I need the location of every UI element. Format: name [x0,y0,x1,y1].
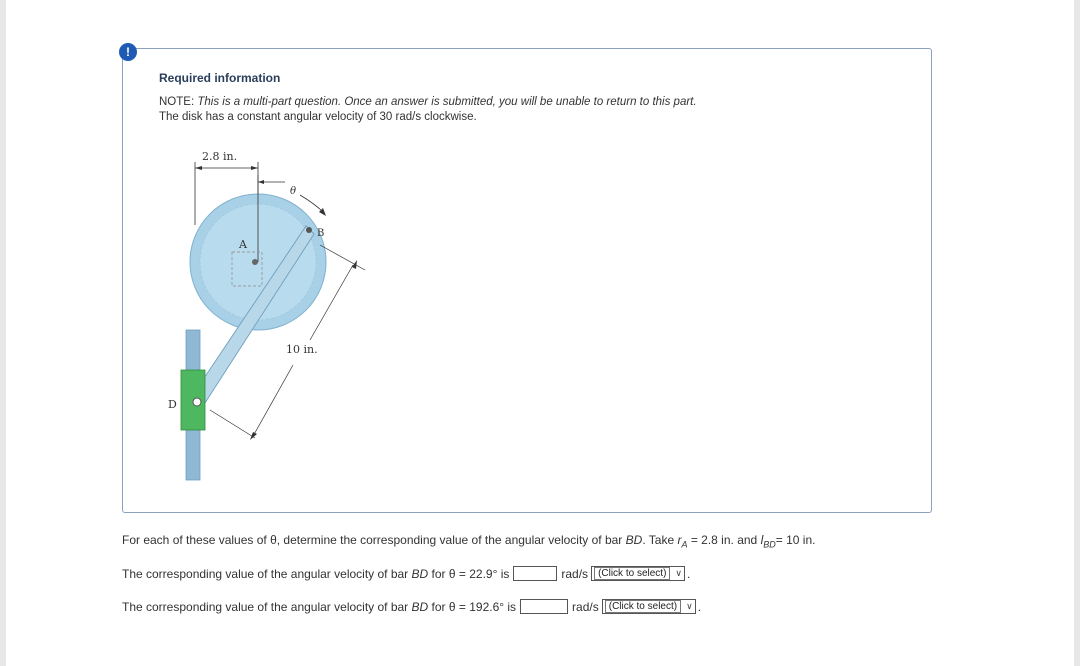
dim-bar-label: 10 in. [286,343,318,356]
answer-2-prefix: The corresponding value of the angular velocity of bar [122,599,409,614]
rA-symbol: r [677,533,682,547]
disk-description: The disk has a constant angular velocity of 30 rad/s clockwise. [159,111,477,123]
note-line [159,96,697,108]
answer-row-2 [122,599,701,614]
lBD-sub: BD [763,539,776,550]
answer-2-select-value: (Click to select) [605,600,681,613]
pin-D [193,398,201,406]
note-text: This is a multi-part question. Once an answer is submitted, you will be unable to return to this part. [197,96,697,108]
pin-A [252,259,258,265]
answer-1-bar: BD [411,566,429,581]
theta-label: θ [290,186,297,197]
answer-1-direction-select[interactable] [591,566,685,581]
answer-2-input[interactable] [520,599,568,614]
answer-1-input[interactable] [513,566,557,581]
rA-value: = 2.8 in. and [690,533,758,547]
answer-1-select-value: (Click to select) [594,567,670,580]
answer-2-direction-select[interactable] [602,599,696,614]
chevron-down-icon: ∨ [675,568,683,578]
answer-1-prefix: The corresponding value of the angular velocity of bar [122,566,409,581]
period: . [687,566,691,581]
question-text [122,533,815,549]
answer-1-unit: rad/s [561,566,589,581]
label-B: B [317,228,325,239]
answer-1-for: for θ = 22.9° is [431,566,510,581]
chevron-down-icon: ∨ [686,601,693,611]
rA-sub: A [681,539,688,550]
label-A: A [239,238,247,251]
label-D: D [168,398,177,411]
pin-B [306,227,312,233]
answer-2-bar: BD [411,599,429,614]
lBD-symbol: l [760,533,764,547]
answer-row-1 [122,566,690,581]
lBD-value: = 10 in. [775,533,816,547]
note-label: NOTE: [159,96,195,108]
question-pre: For each of these values of θ, determine the corresponding value of the angular velocity of bar [122,533,623,547]
question-mid: . Take [642,533,675,547]
answer-2-for: for θ = 192.6° is [431,599,517,614]
question-bar: BD [625,533,643,547]
dim-top-label: 2.8 in. [202,150,238,163]
mechanism-figure [160,140,380,485]
exclamation-icon: ! [119,43,137,61]
period: . [697,599,702,614]
required-info-title: Required information [159,71,281,85]
answer-2-unit: rad/s [572,599,599,614]
